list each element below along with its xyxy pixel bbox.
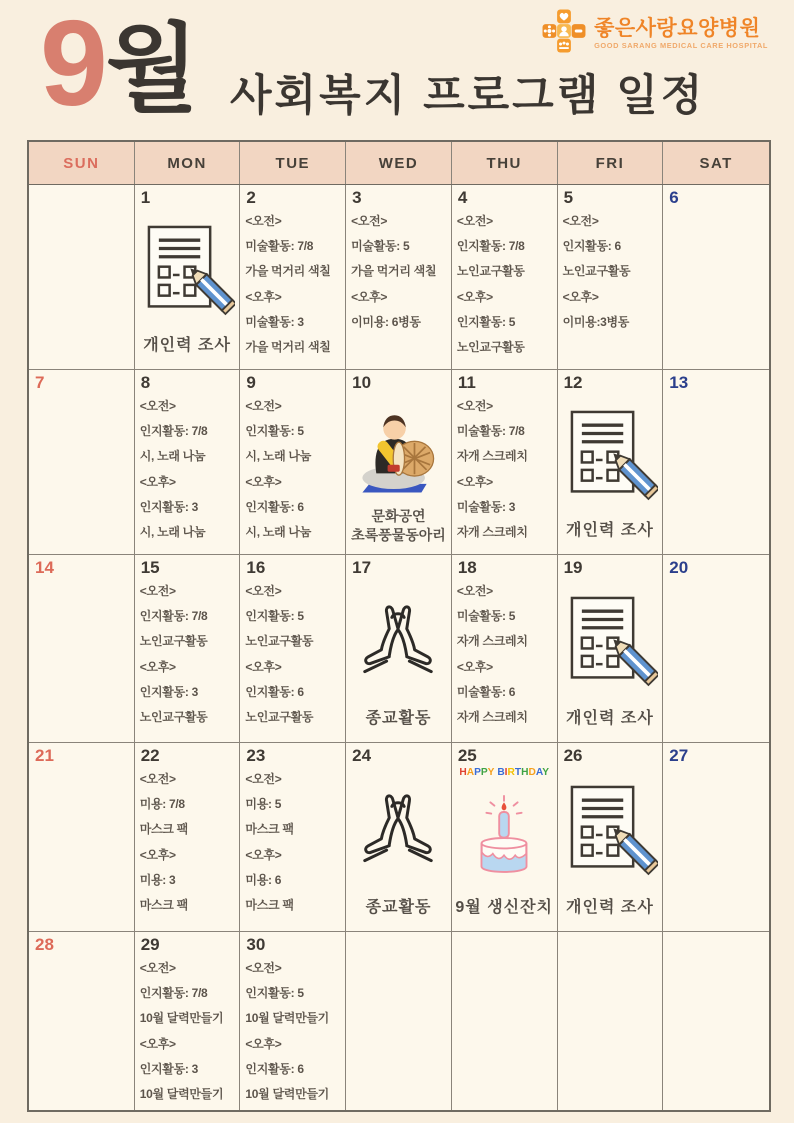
- event-line: 시, 노래 나눔: [139, 525, 206, 540]
- event-line: <오후>: [245, 474, 282, 489]
- event-line: 인지활동: 5: [245, 608, 304, 623]
- event-line: <오전>: [139, 960, 176, 975]
- calendar: [27, 140, 771, 1112]
- page-title: 사회복지 프로그램 일정: [230, 72, 706, 120]
- event-line: <오전>: [245, 213, 282, 228]
- event-line: 자개 스크레치: [456, 525, 528, 540]
- weekday-header-fri: FRI: [558, 142, 664, 184]
- calendar-week-4: [29, 743, 769, 932]
- event-line: 인지활동: 3: [139, 684, 198, 699]
- day-number: [29, 185, 134, 189]
- survey-clipboard-icon: [562, 594, 658, 688]
- day-cell-7: [29, 370, 135, 555]
- event-line: <오후>: [562, 289, 599, 304]
- event-caption: 개인력 조사: [143, 337, 231, 354]
- hospital-name-en: GOOD SARANG MEDICAL CARE HOSPITAL: [594, 40, 768, 50]
- day-cell-21: [29, 743, 135, 932]
- day-number: 23: [246, 746, 266, 765]
- event-line: <오전>: [562, 213, 599, 228]
- event-illustration-box: [346, 766, 451, 931]
- drummer-icon: [350, 404, 446, 496]
- event-line: 10월 달력만들기: [139, 1011, 224, 1026]
- event-line: 노인교구활동: [245, 710, 314, 725]
- event-list: [240, 766, 345, 919]
- day-number: 15: [140, 558, 160, 577]
- event-list: [135, 955, 240, 1108]
- event-list: [240, 208, 345, 361]
- event-list: [240, 578, 345, 731]
- event-line: 자개 스크레치: [456, 710, 528, 725]
- event-list: [346, 208, 451, 335]
- day-cell-empty: [558, 932, 664, 1110]
- survey-clipboard-icon: [562, 408, 658, 502]
- event-line: 시, 노래 나눔: [139, 449, 206, 464]
- calendar-week-1: [29, 185, 769, 370]
- day-number: 13: [669, 373, 689, 392]
- event-line: <오후>: [456, 659, 493, 674]
- day-number: [346, 932, 451, 936]
- event-illustration-box: [346, 578, 451, 742]
- event-line: <오후>: [245, 289, 282, 304]
- event-illustration-box: [558, 578, 663, 742]
- event-line: <오후>: [351, 289, 388, 304]
- event-line: 마스크 팩: [139, 898, 188, 913]
- event-line: 이미용: 6병동: [351, 314, 421, 329]
- praying-hands-icon: [354, 788, 442, 872]
- day-cell-10: [346, 370, 452, 555]
- day-cell-17: [346, 555, 452, 743]
- event-list: [135, 766, 240, 919]
- event-line: 미용: 7/8: [139, 796, 185, 811]
- event-list: [452, 578, 557, 731]
- event-illustration-box: [558, 393, 663, 554]
- day-cell-6: [663, 185, 769, 370]
- event-line: 인지활동: 6: [562, 238, 621, 253]
- event-line: 인지활동: 7/8: [139, 985, 208, 1000]
- day-cell-4: [452, 185, 558, 370]
- event-line: <오전>: [245, 960, 282, 975]
- event-line: <오전>: [245, 771, 282, 786]
- day-number: [663, 932, 769, 936]
- event-line: 시, 노래 나눔: [245, 525, 311, 540]
- day-cell-empty: [452, 932, 558, 1110]
- day-cell-27: [663, 743, 769, 932]
- event-line: 미용: 5: [245, 796, 282, 811]
- event-line: 노인교구활동: [562, 264, 631, 279]
- event-line: 시, 노래 나눔: [245, 449, 311, 464]
- event-line: 노인교구활동: [456, 264, 525, 279]
- event-line: <오후>: [245, 659, 282, 674]
- day-number: [452, 932, 557, 936]
- event-list: [452, 208, 557, 361]
- event-line: 미용: 6: [245, 872, 282, 887]
- event-line: 미술활동: 6: [456, 684, 516, 699]
- event-line: 인지활동: 6: [245, 1061, 304, 1076]
- day-number: 3: [352, 188, 362, 207]
- praying-hands-icon: [354, 599, 442, 683]
- day-cell-empty: [29, 185, 135, 370]
- weekday-header-tue: TUE: [240, 142, 346, 184]
- survey-clipboard-icon: [562, 783, 658, 877]
- calendar-grid: [29, 185, 769, 1110]
- day-cell-5: [558, 185, 664, 370]
- day-cell-13: [663, 370, 769, 555]
- hospital-name: 좋은사랑요양병원: [594, 16, 761, 40]
- event-line: 인지활동: 7/8: [139, 608, 208, 623]
- day-number: 6: [669, 188, 679, 207]
- day-cell-23: [240, 743, 346, 932]
- weekday-header-sat: SAT: [699, 154, 733, 172]
- day-cell-3: [346, 185, 452, 370]
- event-line: 마스크 팩: [245, 898, 294, 913]
- month-suffix: 월: [105, 15, 199, 123]
- event-list: [135, 578, 240, 731]
- day-number: 28: [35, 935, 54, 954]
- day-number: 1: [140, 188, 151, 207]
- event-line: 인지활동: 7/8: [139, 423, 208, 438]
- day-cell-20: [663, 555, 769, 743]
- event-line: 10월 달력만들기: [245, 1011, 329, 1026]
- event-line: <오전>: [139, 771, 176, 786]
- event-line: <오전>: [456, 583, 493, 598]
- event-line: 자개 스크레치: [456, 634, 528, 649]
- event-illustration-box: [452, 766, 557, 931]
- event-list: [240, 955, 345, 1108]
- event-line: 노인교구활동: [139, 710, 208, 725]
- day-number: [558, 932, 663, 936]
- day-number: 11: [457, 373, 476, 392]
- event-line: <오후>: [139, 474, 176, 489]
- day-number: 26: [563, 746, 583, 765]
- event-line: 미술활동: 5: [351, 238, 410, 253]
- weekday-header-sun: SUN: [29, 142, 135, 184]
- day-cell-9: [240, 370, 346, 555]
- event-list: [452, 393, 557, 546]
- day-cell-12: [558, 370, 664, 555]
- day-cell-22: [135, 743, 241, 932]
- event-line: 마스크 팩: [245, 822, 294, 837]
- event-line: <오후>: [139, 659, 176, 674]
- event-line: 미술활동: 7/8: [456, 423, 525, 438]
- weekday-header-thu: THU: [452, 142, 558, 184]
- event-line: <오전>: [139, 583, 176, 598]
- event-caption: 문화공연 초록풍물동아리: [351, 507, 446, 544]
- day-number: 22: [140, 746, 160, 765]
- event-caption: 9월 생신잔치: [455, 899, 554, 916]
- event-list: [558, 208, 663, 335]
- day-number: 19: [563, 558, 583, 577]
- day-cell-11: [452, 370, 558, 555]
- event-line: <오전>: [139, 398, 176, 413]
- day-number: 8: [140, 373, 151, 392]
- event-line: <오전>: [245, 583, 282, 598]
- event-line: 인지활동: 5: [456, 314, 516, 329]
- day-number: 27: [669, 746, 689, 765]
- event-illustration-box: [346, 393, 451, 554]
- day-number: 4: [457, 188, 468, 207]
- event-line: <오후>: [456, 474, 493, 489]
- event-caption: 개인력 조사: [566, 710, 654, 727]
- happy-birthday-banner: HAPPY BIRTHDAY: [459, 766, 550, 778]
- day-cell-16: [240, 555, 346, 743]
- day-number: 18: [457, 558, 477, 577]
- event-line: <오전>: [456, 213, 493, 228]
- event-line: <오전>: [456, 398, 493, 413]
- day-cell-empty: [346, 932, 452, 1110]
- event-line: <오전>: [351, 213, 388, 228]
- event-caption: 개인력 조사: [566, 899, 654, 916]
- day-cell-24: [346, 743, 452, 932]
- day-number: 14: [35, 558, 54, 577]
- event-line: 이미용:3병동: [562, 314, 630, 329]
- event-line: 인지활동: 3: [139, 1061, 198, 1076]
- event-line: 미용: 3: [139, 872, 176, 887]
- calendar-week-2: [29, 370, 769, 555]
- event-line: <오후>: [245, 847, 282, 862]
- day-cell-29: [135, 932, 241, 1110]
- event-line: 10월 달력만들기: [139, 1087, 224, 1102]
- event-line: 미술활동: 7/8: [245, 238, 314, 253]
- hospital-logo: [541, 8, 768, 59]
- event-list: [240, 393, 345, 546]
- event-line: <오후>: [139, 1036, 176, 1051]
- day-number: 20: [669, 558, 689, 577]
- weekday-header-mon: MON: [135, 142, 241, 184]
- event-line: 마스크 팩: [139, 822, 188, 837]
- day-number: 7: [35, 373, 45, 392]
- event-line: 인지활동: 6: [245, 684, 304, 699]
- day-number: 2: [246, 188, 256, 207]
- day-cell-1: [135, 185, 241, 370]
- day-cell-26: [558, 743, 664, 932]
- event-line: 인지활동: 5: [245, 985, 304, 1000]
- event-line: 인지활동: 6: [245, 499, 304, 514]
- event-caption: 개인력 조사: [566, 522, 654, 539]
- event-line: 인지활동: 3: [139, 499, 198, 514]
- day-number: 24: [352, 746, 372, 765]
- event-caption: 종교활동: [365, 710, 432, 727]
- day-cell-14: [29, 555, 135, 743]
- event-line: 가을 먹거리 색칠: [351, 264, 437, 279]
- day-number: 21: [35, 746, 54, 765]
- event-line: 가을 먹거리 색칠: [245, 340, 331, 355]
- day-cell-15: [135, 555, 241, 743]
- calendar-week-3: [29, 555, 769, 743]
- day-cell-30: [240, 932, 346, 1110]
- event-list: [135, 393, 240, 546]
- event-line: 노인교구활동: [245, 634, 314, 649]
- event-line: <오후>: [245, 1036, 282, 1051]
- day-number: 12: [563, 373, 583, 392]
- event-caption: 종교활동: [365, 899, 432, 916]
- event-line: 가을 먹거리 색칠: [245, 264, 331, 279]
- survey-clipboard-icon: [139, 223, 235, 317]
- day-number: 16: [246, 558, 266, 577]
- event-line: 노인교구활동: [456, 340, 525, 355]
- event-line: 노인교구활동: [139, 634, 208, 649]
- day-cell-2: [240, 185, 346, 370]
- event-line: 미술활동: 3: [245, 314, 304, 329]
- day-number: 5: [563, 188, 574, 207]
- day-cell-28: [29, 932, 135, 1110]
- event-line: 인지활동: 7/8: [456, 238, 525, 253]
- day-number: 25: [457, 746, 477, 765]
- event-line: 미술활동: 3: [456, 499, 516, 514]
- day-cell-empty: [663, 932, 769, 1110]
- event-line: 자개 스크레치: [456, 449, 528, 464]
- event-line: 인지활동: 5: [245, 423, 304, 438]
- day-number: 17: [352, 558, 372, 577]
- event-line: 10월 달력만들기: [245, 1087, 329, 1102]
- birthday-cake-icon: [464, 794, 544, 878]
- weekday-header-row: [29, 142, 769, 185]
- day-number: 9: [246, 373, 256, 392]
- day-cell-8: [135, 370, 241, 555]
- day-number: 10: [352, 373, 372, 392]
- day-cell-25: [452, 743, 558, 932]
- event-illustration-box: [135, 208, 240, 369]
- day-cell-19: [558, 555, 664, 743]
- day-number: 30: [246, 935, 266, 954]
- month-title: [40, 0, 199, 131]
- event-line: <오후>: [456, 289, 493, 304]
- event-illustration-box: [558, 766, 663, 931]
- weekday-header-wed: WED: [346, 142, 452, 184]
- event-line: 미술활동: 5: [456, 608, 516, 623]
- event-line: <오후>: [139, 847, 176, 862]
- calendar-week-5: [29, 932, 769, 1110]
- event-line: <오전>: [245, 398, 282, 413]
- day-number: 29: [140, 935, 160, 954]
- month-number: 9: [40, 0, 104, 131]
- hospital-cross-icon: [541, 8, 587, 59]
- day-cell-18: [452, 555, 558, 743]
